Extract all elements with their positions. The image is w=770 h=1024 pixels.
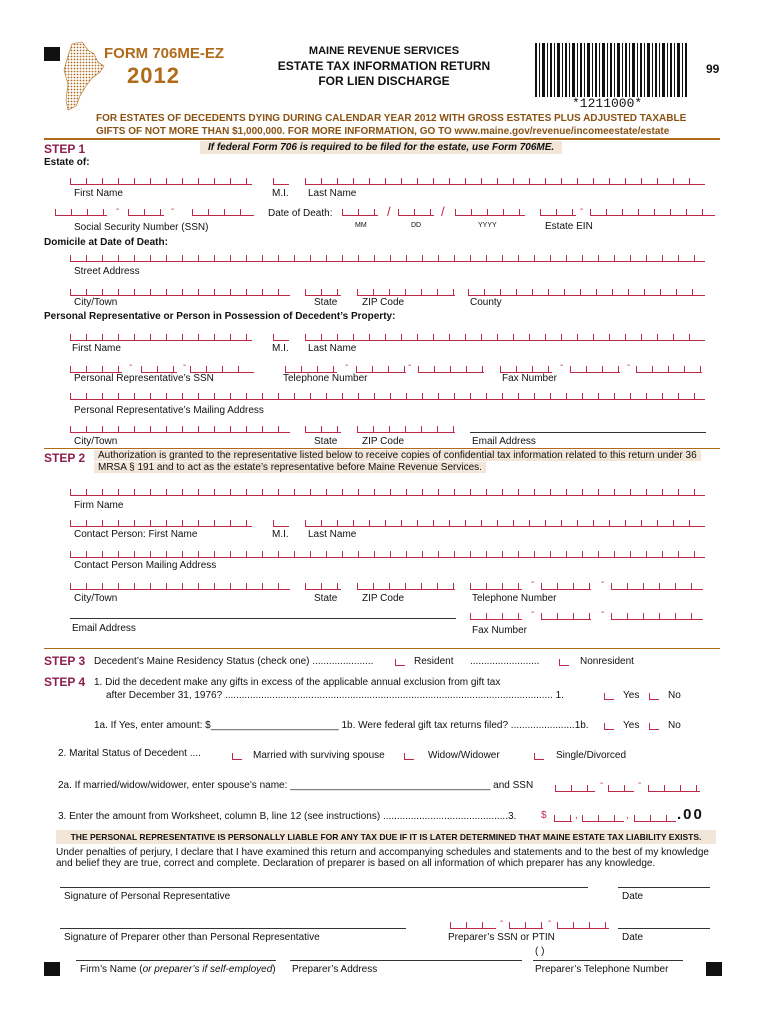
barcode-text: *1211000* [572,96,643,111]
rep-state-label: State [314,436,338,447]
decedent-last-name-field[interactable] [305,178,705,185]
rep-ssn-label: Personal Representative’s SSN [74,373,214,384]
preparer-ssn-part2[interactable] [509,922,543,929]
rep-first-label: First Name [72,343,121,354]
contact-last-label: Last Name [308,529,357,540]
q1b-no-checkbox[interactable] [649,723,659,730]
q1-no-checkbox[interactable] [649,693,659,700]
dod-dd-field[interactable] [398,209,434,216]
rep-phone-prefix[interactable] [356,366,406,373]
rep-signature-field[interactable] [60,887,588,888]
step1-label: STEP 1 [44,142,86,156]
dash: - [116,204,120,215]
slash: / [441,204,445,219]
preparer-signature-label: Signature of Preparer other than Personal Representative [64,932,320,943]
residency-dots: ......................... [470,656,540,667]
slash: / [387,204,391,219]
rep-fax-line[interactable] [636,366,702,373]
dash: - [601,577,605,588]
domicile-zip-field[interactable] [357,289,455,296]
preparer-address-line[interactable] [290,960,522,961]
dash: - [627,360,631,371]
decedent-ssn-part3[interactable] [192,209,254,216]
single-checkbox[interactable] [534,753,544,760]
dd-label: DD [411,222,422,229]
domicile-state-field[interactable] [305,289,341,296]
widow-checkbox[interactable] [404,753,414,760]
rep-state-field[interactable] [305,426,341,433]
agency-name: MAINE REVENUE SERVICES [308,45,460,57]
married-checkbox[interactable] [232,753,242,760]
q1-no-label: No [668,690,681,701]
step2-label: STEP 2 [44,451,86,465]
contact-phone-prefix[interactable] [541,583,591,590]
estate-ein-part2[interactable] [590,209,715,216]
rep-date-label: Date [622,891,644,902]
q1a-text: 1a. If Yes, enter amount: $_______________________ 1b. Were federal gift tax returns filed? .......................1b. [94,720,589,731]
step3-rule [44,648,720,649]
rep-phone-line[interactable] [418,366,484,373]
liability-banner: THE PERSONAL REPRESENTATIVE IS PERSONALLY LIABLE FOR ANY TAX DUE IF IT IS LATER DETERMINED THAT MAINE ESTATE TAX LIABILITY EXISTS. [56,830,716,844]
contact-fax-area[interactable] [470,613,522,620]
contact-fax-line[interactable] [611,613,703,620]
q1-line-2: after December 31, 1976? ...................................................................................................................... 1. [106,690,564,701]
dash: - [500,916,504,927]
resident-checkbox[interactable] [395,659,405,666]
rep-ssn-part3[interactable] [190,366,254,373]
dash: - [601,607,605,618]
city-label: City/Town [74,297,118,308]
first-name-label: First Name [74,188,123,199]
federal-note: If federal Form 706 is required to be filed for the estate, use Form 706ME. [200,141,562,154]
dash: - [560,360,564,371]
comma: , [575,810,578,821]
married-label: Married with surviving spouse [253,750,385,761]
step3-label: STEP 3 [44,654,86,668]
nonresident-label: Nonresident [580,656,634,667]
barcode-icon [535,43,687,97]
rep-first-name-field[interactable] [70,334,252,341]
dash: - [531,577,535,588]
intro-line-1: FOR ESTATES OF DECEDENTS DYING DURING CALENDAR YEAR 2012 WITH GROSS ESTATES PLUS ADJUSTED TAXABLE [96,113,687,124]
dash: - [638,778,642,789]
zip-label: ZIP Code [362,297,405,308]
contact-email-field[interactable] [70,618,456,619]
maine-map-icon [58,40,106,112]
rep-fax-label: Fax Number [502,373,558,384]
rep-last-name-field[interactable] [305,334,705,341]
contact-state-label: State [314,593,338,604]
decedent-mi-field[interactable] [273,178,289,185]
nonresident-checkbox[interactable] [559,659,569,666]
contact-city-label: City/Town [74,593,118,604]
decedent-ssn-part1[interactable] [55,209,107,216]
county-label: County [470,297,502,308]
dash: - [548,916,552,927]
registration-mark-bottom-left [44,962,60,976]
q1-yes-label: Yes [623,690,640,701]
preparer-address-label: Preparer’s Address [292,964,378,975]
rep-mi-label: M.I. [272,343,289,354]
q3-cents: .00 [677,806,704,823]
mm-label: MM [355,222,367,229]
yyyy-label: YYYY [478,222,497,229]
firm-name-label [80,964,276,975]
contact-last-field[interactable] [305,520,705,527]
rep-mailing-label: Personal Representative’s Mailing Address [74,405,264,416]
dash: - [171,204,175,215]
rep-zip-field[interactable] [357,426,455,433]
intro-line-2: GIFTS OF NOT MORE THAN $1,000,000. FOR MORE INFORMATION, GO TO www.maine.gov/revenue/incomeestate/estate [96,126,670,137]
comma: , [626,810,629,821]
domicile-label: Domicile at Date of Death: [44,237,168,248]
form-id: FORM 706ME-EZ [104,45,225,62]
contact-mi-field[interactable] [273,520,289,527]
rep-fax-prefix[interactable] [570,366,620,373]
rep-zip-label: ZIP Code [362,436,405,447]
form-title-2: FOR LIEN DISCHARGE [318,74,450,88]
step4-label: STEP 4 [44,675,86,689]
preparer-phone-line[interactable] [533,960,683,961]
contact-phone-area[interactable] [470,583,522,590]
rep-email-field[interactable] [470,432,706,433]
firm-name-label: Firm Name [74,500,124,511]
estate-ein-part1[interactable] [540,209,576,216]
contact-first-field[interactable] [70,520,252,527]
residency-text: Decedent’s Maine Residency Status (check one) ...................... [94,656,374,667]
form-title-1: ESTATE TAX INFORMATION RETURN [277,59,491,73]
domicile-street-field[interactable] [70,255,705,262]
state-label: State [314,297,338,308]
rep-city-field[interactable] [70,426,290,433]
dash: - [580,204,584,215]
header-rule [44,138,720,140]
rep-ssn-part2[interactable] [141,366,177,373]
widow-label: Widow/Widower [428,750,500,761]
rep-city-label: City/Town [74,436,118,447]
q1-line-1: 1. Did the decedent make any gifts in excess of the applicable annual exclusion from gift tax [94,677,501,688]
dod-yyyy-field[interactable] [455,209,525,216]
firm-name-label-c: ) [272,964,276,975]
contact-first-label: Contact Person: First Name [74,529,198,540]
rep-phone-area[interactable] [285,366,337,373]
rep-last-label: Last Name [308,343,357,354]
q2-text: 2. Marital Status of Decedent .... [58,748,201,759]
preparer-ssn-label: Preparer’s SSN or PTIN [448,932,555,943]
rep-mailing-field[interactable] [70,393,705,400]
rep-fax-area[interactable] [500,366,552,373]
preparer-date-field[interactable] [618,928,710,929]
firm-name-label-a: Firm’s Name ( [80,964,143,975]
ssn-label: Social Security Number (SSN) [74,222,209,233]
resident-label: Resident [414,656,454,667]
q1b-yes-label: Yes [623,720,640,731]
decedent-first-name-field[interactable] [70,178,252,185]
rep-mi-field[interactable] [273,334,289,341]
estate-of-label: Estate of: [44,157,90,168]
last-name-label: Last Name [308,188,357,199]
dash: - [183,360,187,371]
dash: - [600,778,604,789]
dod-mm-field[interactable] [342,209,378,216]
q1-yes-checkbox[interactable] [604,693,614,700]
spouse-ssn-part3[interactable] [648,785,700,792]
contact-state-field[interactable] [305,583,341,590]
contact-phone-line[interactable] [611,583,703,590]
date-of-death-label: Date of Death: [268,208,333,219]
contact-fax-label: Fax Number [472,625,528,636]
q3-amount-thousands[interactable] [582,815,624,822]
domicile-county-field[interactable] [468,289,705,296]
firm-name-label-b: or preparer’s if self-employed [142,964,273,975]
contact-mailing-label: Contact Person Mailing Address [74,560,217,571]
q1b-yes-checkbox[interactable] [604,723,614,730]
contact-city-field[interactable] [70,583,290,590]
q3-amount-units[interactable] [634,815,676,822]
dollar-sign: $ [541,810,547,821]
contact-mailing-field[interactable] [70,551,705,558]
step2-text-2: MRSA § 191 and to act as the estate’s representative before Maine Revenue Services. [94,462,486,473]
contact-telephone-label: Telephone Number [472,593,557,604]
estate-ein-label: Estate EIN [545,221,593,232]
step2-text-1: Authorization is granted to the representative listed below to receive copies of confidential tax information related to this return under 36 [94,450,701,461]
preparer-phone-label: Preparer’s Telephone Number [535,964,669,975]
q1b-no-label: No [668,720,681,731]
q3-amount-millions[interactable] [554,815,572,822]
spouse-ssn-part2[interactable] [608,785,634,792]
declaration-line-2: and belief they are true, correct and complete. Declaration of preparer is based on all information of which preparer has any knowledge. [56,858,656,869]
phone-paren: ( ) [535,946,545,957]
preparer-ssn-part1[interactable] [450,922,496,929]
contact-zip-field[interactable] [357,583,455,590]
single-label: Single/Divorced [556,750,627,761]
mi-label: M.I. [272,188,289,199]
firm-name-field[interactable] [70,489,705,496]
form-year: 2012 [127,63,180,88]
street-label: Street Address [74,266,140,277]
declaration-line-1: Under penalties of perjury, I declare that I have examined this return and accompanying schedules and statements and to the best of my knowledge [56,847,709,858]
decedent-ssn-part2[interactable] [128,209,164,216]
rep-email-label: Email Address [472,436,536,447]
preparer-ssn-part3[interactable] [557,922,609,929]
q3-text: 3. Enter the amount from Worksheet, column B, line 12 (see instructions) .............................................3. [58,811,517,822]
spouse-ssn-part1[interactable] [555,785,595,792]
rep-date-field[interactable] [618,887,710,888]
rep-telephone-label: Telephone Number [283,373,368,384]
contact-zip-label: ZIP Code [362,593,405,604]
rep-signature-label: Signature of Personal Representative [64,891,231,902]
dash: - [345,360,349,371]
step2-rule [44,448,720,449]
rep-ssn-part1[interactable] [70,366,122,373]
registration-mark-bottom-right [706,962,722,976]
preparer-date-label: Date [622,932,644,943]
preparer-signature-field[interactable] [60,928,406,929]
dash: - [531,607,535,618]
domicile-city-field[interactable] [70,289,290,296]
page-code: 99 [706,62,720,76]
q2a-text: 2a. If married/widow/widower, enter spouse’s name: ____________________________________ and SSN [58,780,534,791]
contact-email-label: Email Address [72,623,136,634]
firm-name-line[interactable] [76,960,276,961]
dash: - [129,360,133,371]
contact-fax-prefix[interactable] [541,613,591,620]
dash: - [408,360,412,371]
rep-heading: Personal Representative or Person in Possession of Decedent’s Property: [44,311,396,322]
contact-mi-label: M.I. [272,529,289,540]
